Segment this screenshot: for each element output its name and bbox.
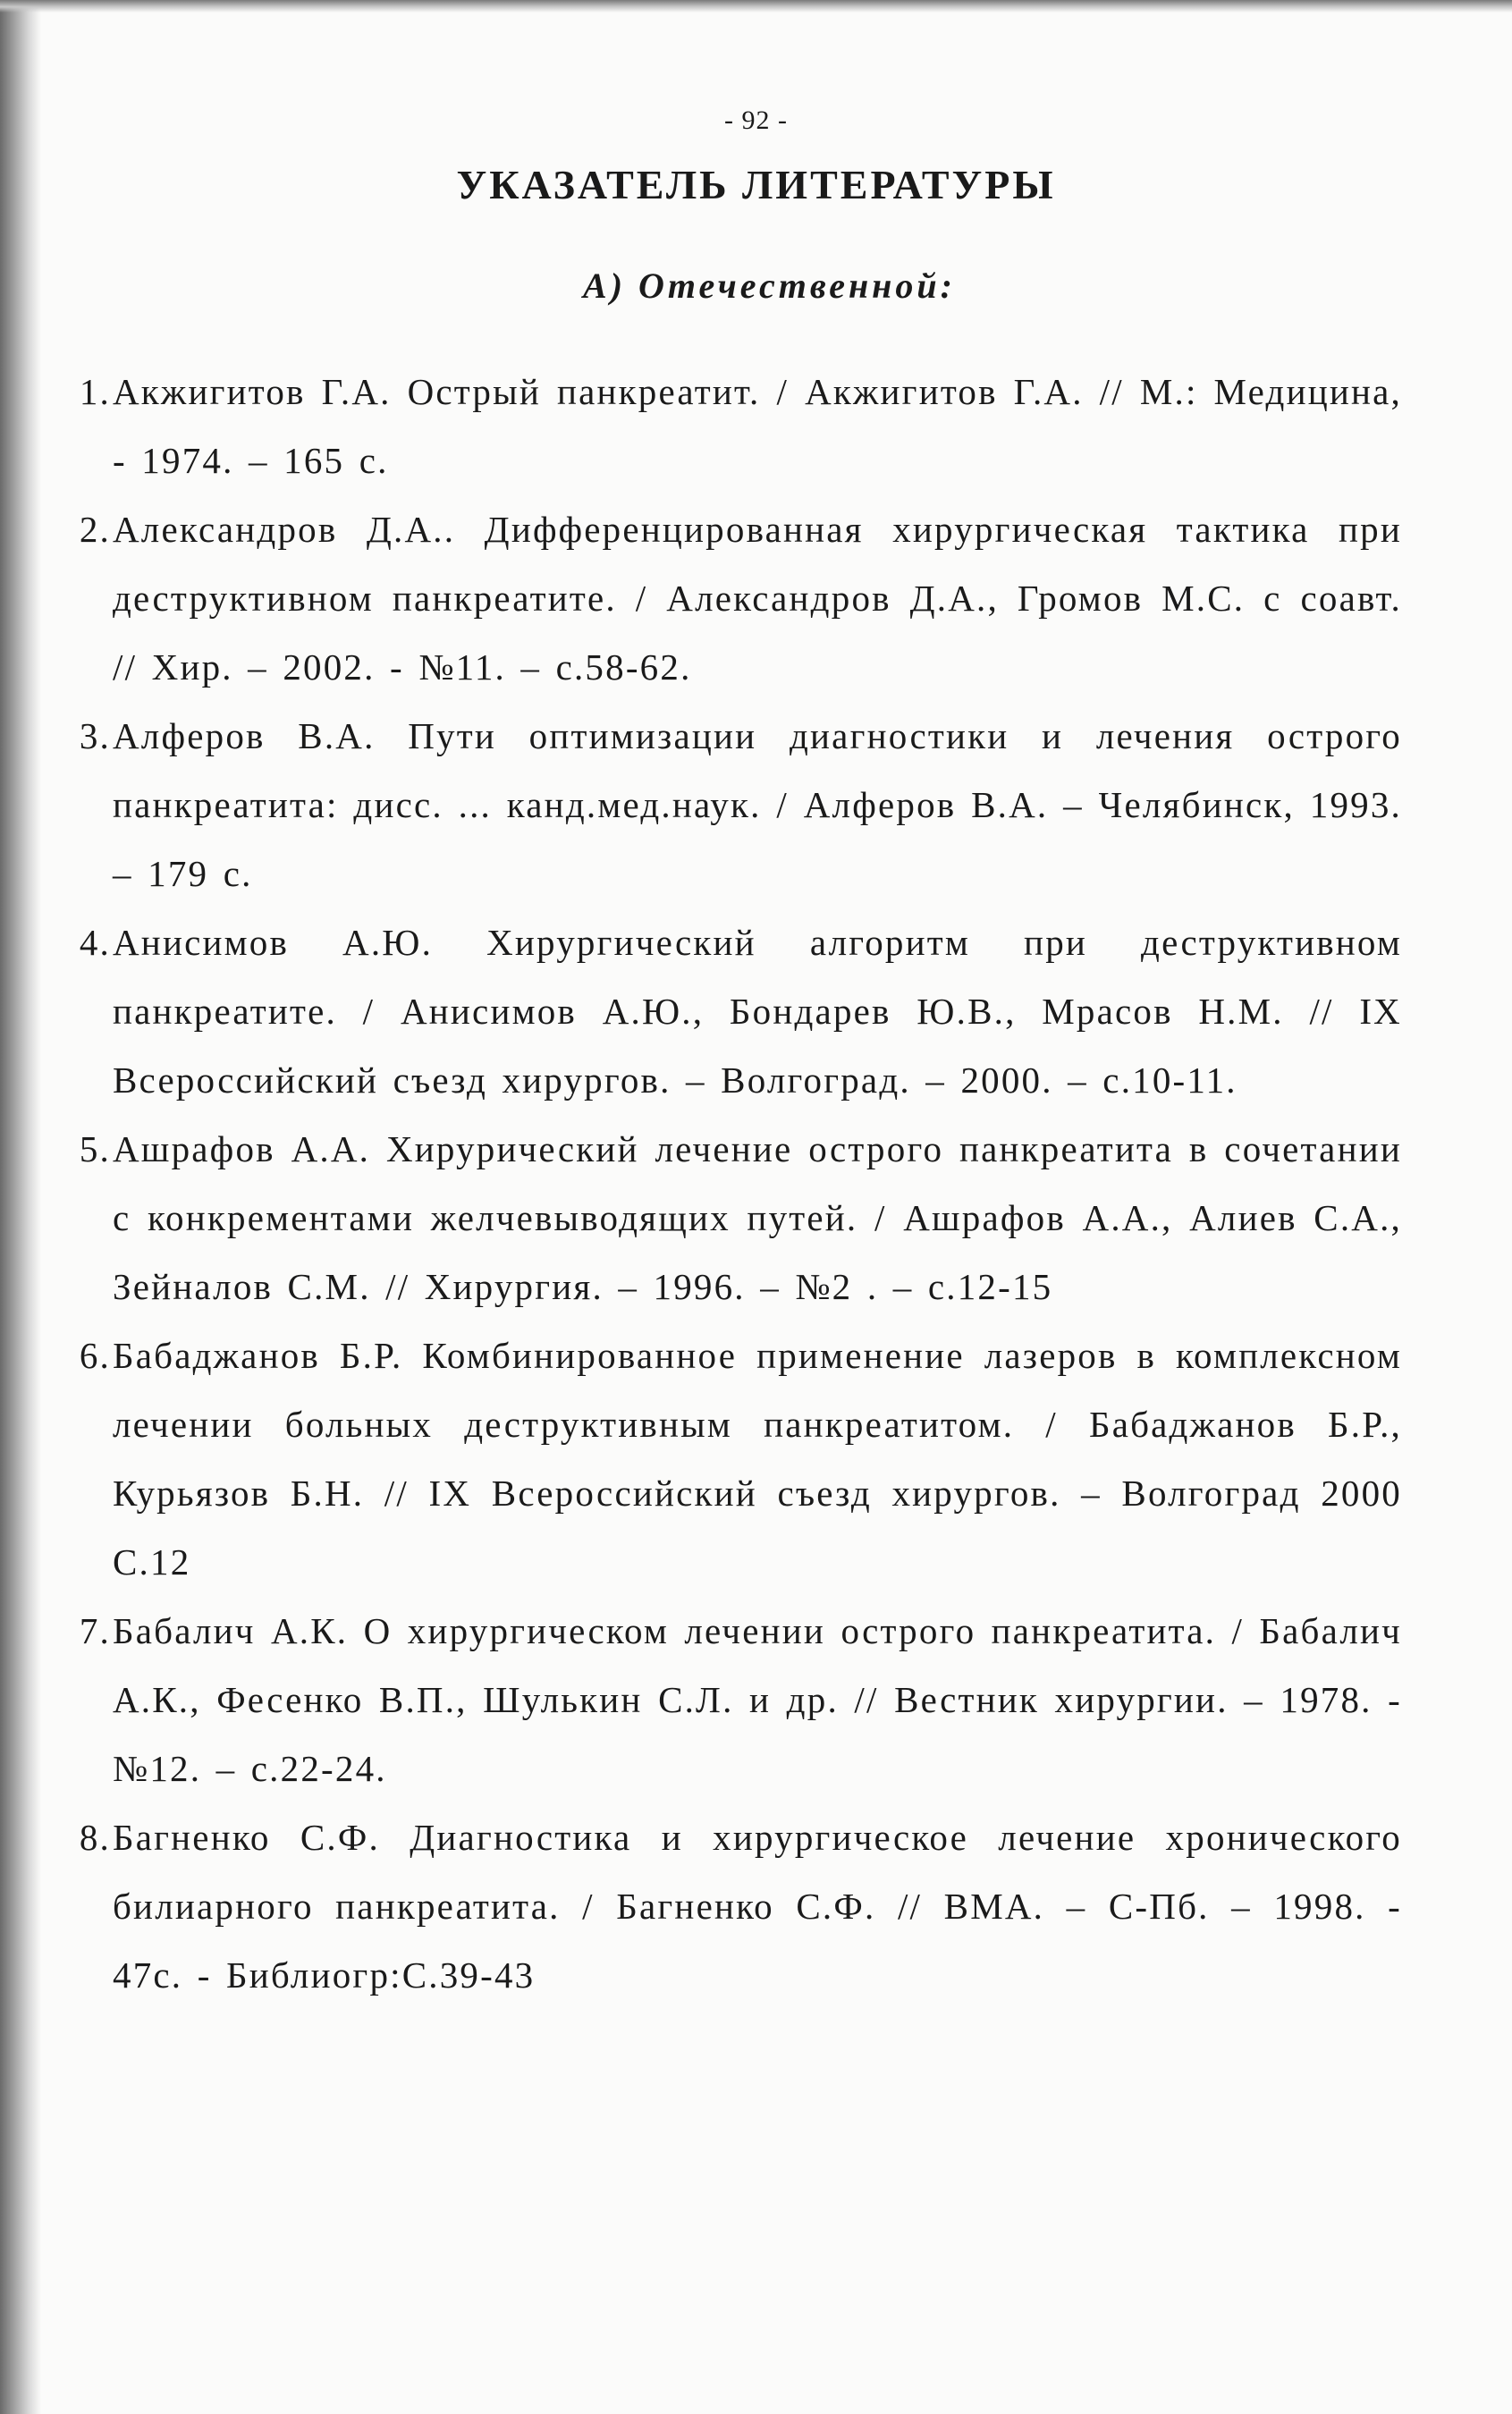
reference-number: 7.	[79, 1610, 111, 1651]
reference-text: Акжигитов Г.А. Острый панкреатит. / Акжигитов Г.А. // М.: Медицина, - 1974. – 165 с.	[113, 371, 1402, 481]
reference-text: Ашрафов А.А. Хирурический лечение острого панкреатита в сочетании с конкрементами желчевыводящих путей. / Ашрафов А.А., Алиев С.А., Зейналов С.М. // Хирургия. – 1996. – №2 . – с.12-15	[113, 1128, 1402, 1307]
reference-text: Александров Д.А.. Дифференцированная хирургическая тактика при деструктивном панкреатите. / Александров Д.А., Громов М.С. с соавт. // Хир. – 2002. - №11. – с.58-62.	[113, 509, 1402, 688]
reference-list	[75, 358, 1402, 2010]
reference-text: Бабаджанов Б.Р. Комбинированное применение лазеров в комплексном лечении больных деструктивным панкреатитом. / Бабаджанов Б.Р., Курьязов Б.Н. // IX Всероссийский съезд хирургов. – Волгоград 2000 С.12	[113, 1335, 1402, 1583]
reference-text: Бабалич А.К. О хирургическом лечении острого панкреатита. / Бабалич А.К., Фесенко В.П., Шулькин С.Л. и др. // Вестник хирургии. – 1978. - №12. – с.22-24.	[113, 1610, 1402, 1789]
reference-item	[75, 1597, 1402, 1803]
reference-item	[75, 1115, 1402, 1321]
reference-item	[75, 495, 1402, 702]
reference-item	[75, 908, 1402, 1115]
reference-text: Багненко С.Ф. Диагностика и хирургическое лечение хронического билиарного панкреатита. / Багненко С.Ф. // ВМА. – С-Пб. – 1998. - 47с. - Библиогр:С.39-43	[113, 1817, 1402, 1996]
reference-number: 5.	[79, 1128, 111, 1169]
scan-shadow-top	[0, 0, 1512, 13]
reference-number: 2.	[79, 509, 111, 550]
scan-shadow-left	[0, 0, 41, 2414]
page-title: УКАЗАТЕЛЬ ЛИТЕРАТУРЫ	[456, 162, 1056, 207]
reference-number: 8.	[79, 1817, 111, 1858]
reference-item	[75, 702, 1402, 908]
page-number: - 92 -	[724, 106, 788, 135]
reference-text: Алферов В.А. Пути оптимизации диагностики и лечения острого панкреатита: дисс. ... канд.мед.наук. / Алферов В.А. – Челябинск, 1993. – 179 с.	[113, 715, 1402, 894]
reference-item	[75, 358, 1402, 495]
reference-text: Анисимов А.Ю. Хирургический алгоритм при деструктивном панкреатите. / Анисимов А.Ю., Бондарев Ю.В., Мрасов Н.М. // IX Всероссийский съезд хирургов. – Волгоград. – 2000. – с.10-11.	[113, 922, 1402, 1101]
section-subtitle: А) Отечественной:	[583, 266, 956, 306]
reference-number: 3.	[79, 715, 111, 756]
reference-number: 6.	[79, 1335, 111, 1376]
reference-item	[75, 1321, 1402, 1597]
reference-number: 4.	[79, 922, 111, 963]
reference-number: 1.	[79, 371, 111, 412]
reference-item	[75, 1803, 1402, 2010]
